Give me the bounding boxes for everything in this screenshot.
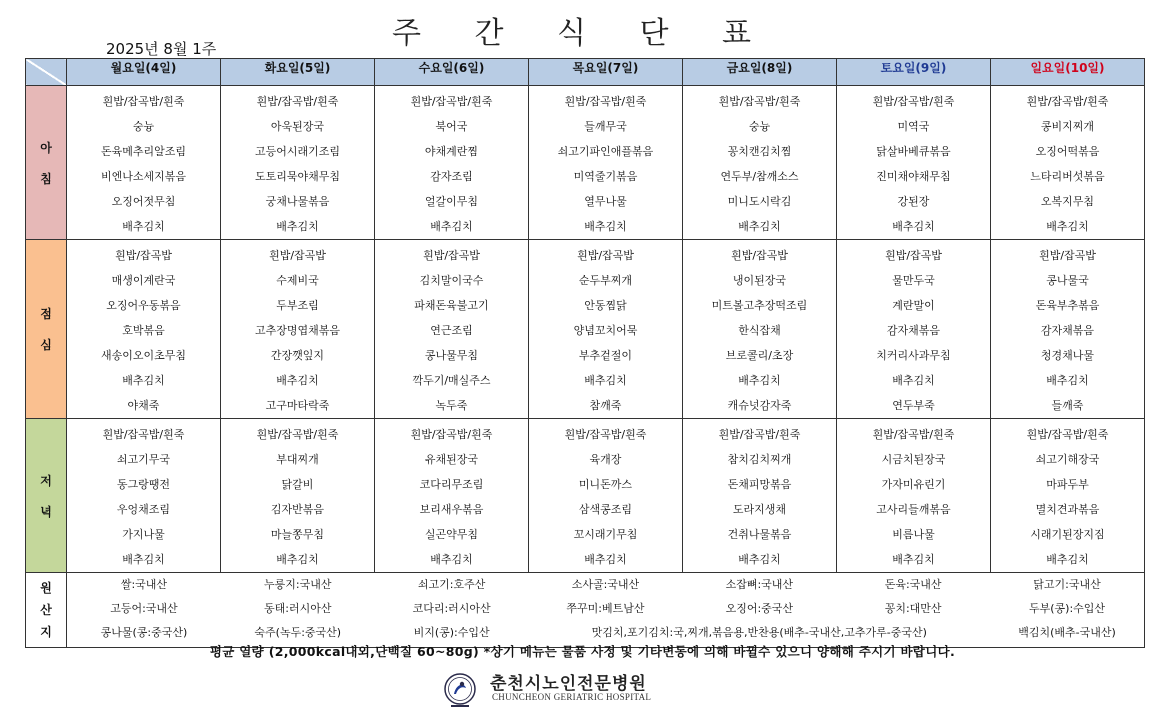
lunch-cell [529,240,683,419]
menu-item: 실곤약무침 [424,528,479,541]
origin-item-kimchi: 맛김치,포기김치:국,찌개,볶음용,반찬용(배추-국내산,고추가루-중국산) [591,626,927,639]
origin-grid [67,573,1144,645]
menu-item: 돈육부추볶음 [1035,299,1100,312]
menu-item: 흰밥/잡곡밥/흰죽 [256,95,339,108]
menu-item: 콩나물국 [1046,274,1089,287]
menu-item: 캐슈넛감자죽 [727,399,792,412]
hospital-name: 춘천시노인전문병원 [490,674,647,694]
menu-item: 도토리묵야채무침 [254,170,340,183]
origin-item: 고등어:국내산 [110,602,178,615]
menu-item: 흰밥/잡곡밥 [731,249,788,262]
origin-item: 쭈꾸미:베트남산 [566,602,645,615]
origin-content [67,573,1145,648]
origin-label-char: 산 [40,603,52,617]
origin-item: 숙주(녹두:중국산) [254,626,342,639]
day-header-saturday: 토요일(9일) [837,59,991,86]
breakfast-cell [221,86,375,240]
menu-item: 배추김치 [1046,374,1089,387]
menu-item: 흰밥/잡곡밥 [115,249,172,262]
dinner-cell [529,419,683,573]
menu-item: 감자채볶음 [886,324,941,337]
menu-item: 수제비국 [276,274,319,287]
breakfast-cell [67,86,221,240]
origin-row-2 [67,597,1144,621]
origin-item: 닭고기:국내산 [1033,578,1101,591]
menu-item: 숭늉 [132,120,155,133]
meal-label-char: 녁 [40,504,52,519]
menu-item: 마늘쫑무침 [270,528,325,541]
menu-item: 들깨무국 [584,120,627,133]
menu-item: 배추김치 [738,374,781,387]
menu-item: 삼색콩조림 [578,503,633,516]
origin-item: 동태:러시아산 [264,602,332,615]
menu-item: 콩비지찌개 [1040,120,1095,133]
menu-item: 강된장 [897,195,930,208]
menu-list [375,86,528,239]
origin-item: 소사골:국내산 [571,578,640,591]
menu-list [837,240,990,418]
origin-row [26,573,1145,648]
breakfast-cell [991,86,1145,240]
menu-item: 코다리무조림 [419,478,484,491]
menu-item: 참치김치찌개 [727,453,792,466]
menu-item: 유채된장국 [424,453,479,466]
menu-item: 배추김치 [122,553,165,566]
dinner-label [26,419,67,573]
menu-item: 안동찜닭 [584,299,627,312]
meal-label-char: 점 [40,307,52,321]
menu-item: 돈채피망볶음 [727,478,792,491]
menu-item: 흰밥/잡곡밥 [423,249,480,262]
menu-item: 숭늉 [748,120,771,133]
menu-item: 두부조림 [276,299,319,312]
day-header: 월요일(4일) [67,59,221,86]
menu-item: 간장깻잎지 [270,349,325,362]
lunch-row [26,240,1145,419]
menu-item: 연두부/참깨소스 [720,170,799,183]
header-row [26,59,1145,86]
lunch-cell [375,240,529,419]
menu-item: 흰밥/잡곡밥/흰죽 [564,428,647,441]
menu-item: 진미채야채무침 [876,170,951,183]
origin-item: 코다리:러시아산 [412,602,491,615]
dinner-cell [991,419,1145,573]
menu-list [683,86,836,239]
menu-item: 감자채볶음 [1040,324,1095,337]
menu-item: 고등어시래기조림 [254,145,340,158]
origin-item: 콩나물(콩:중국산) [100,626,188,639]
menu-item: 양념꼬치어묵 [573,324,638,337]
menu-list [375,240,528,418]
menu-item: 미트볼고추장떡조림 [711,299,808,312]
menu-item: 흰밥/잡곡밥 [577,249,634,262]
menu-item: 고추장명엽채볶음 [254,324,340,337]
menu-item: 배추김치 [892,553,935,566]
menu-item: 매생이계란국 [111,274,176,287]
menu-item: 느타리버섯볶음 [1030,170,1105,183]
menu-list [221,240,374,418]
meal-label-char: 저 [40,473,52,488]
menu-list [991,240,1144,418]
menu-item: 흰밥/잡곡밥/흰죽 [410,428,493,441]
breakfast-label [26,86,67,240]
menu-item: 배추김치 [1046,220,1089,233]
menu-list [221,86,374,239]
menu-item: 미니도시락김 [727,195,792,208]
lunch-cell [221,240,375,419]
dinner-cell [375,419,529,573]
lunch-cell [991,240,1145,419]
meal-label-char: 아 [40,140,52,155]
menu-item: 감자조림 [430,170,473,183]
menu-item: 비름나물 [892,528,935,541]
menu-item: 쇠고기파인애플볶음 [557,145,654,158]
lunch-label [26,240,67,419]
menu-item: 청경채나물 [1040,349,1095,362]
menu-item: 흰밥/잡곡밥/흰죽 [564,95,647,108]
menu-item: 부추겉절이 [578,349,633,362]
lunch-cell [837,240,991,419]
dinner-cell [67,419,221,573]
menu-item: 녹두죽 [435,399,468,412]
origin-item: 오징어:중국산 [725,602,794,615]
menu-list [991,419,1144,572]
lunch-cell [683,240,837,419]
menu-item: 가자미유린기 [881,478,946,491]
menu-item: 한식잡채 [738,324,781,337]
menu-list [837,86,990,239]
menu-item: 야채죽 [127,399,160,412]
hospital-english-name: CHUNCHEON GERIATRIC HOSPITAL [492,692,652,702]
dinner-cell [837,419,991,573]
menu-item: 미니돈까스 [578,478,633,491]
meal-label-char: 심 [40,338,52,352]
menu-item: 흰밥/잡곡밥/흰죽 [872,95,955,108]
menu-item: 호박볶음 [122,324,165,337]
breakfast-row [26,86,1145,240]
day-header: 수요일(6일) [375,59,529,86]
menu-list [529,86,682,239]
menu-item: 꼬시래기무침 [573,528,638,541]
dinner-row [26,419,1145,573]
menu-item: 브로콜리/초장 [725,349,794,362]
menu-item: 부대찌개 [276,453,319,466]
menu-item: 배추김치 [1046,553,1089,566]
breakfast-cell [683,86,837,240]
menu-item: 보리새우볶음 [419,503,484,516]
menu-item: 흰밥/잡곡밥 [885,249,942,262]
menu-item: 멸치견과볶음 [1035,503,1100,516]
menu-item: 흰밥/잡곡밥 [269,249,326,262]
breakfast-cell [837,86,991,240]
origin-item: 돈육:국내산 [884,578,942,591]
menu-item: 꽁치캔김치찜 [727,145,792,158]
menu-list [683,419,836,572]
menu-item: 마파두부 [1046,478,1089,491]
menu-item: 배추김치 [430,220,473,233]
origin-item: 두부(콩):수입산 [1029,602,1106,615]
menu-item: 깍두기/매실주스 [412,374,491,387]
menu-list [837,419,990,572]
menu-item: 육개장 [589,453,622,466]
menu-item: 비엔나소세지볶음 [100,170,186,183]
menu-item: 배추김치 [122,220,165,233]
menu-item: 흰밥/잡곡밥/흰죽 [718,428,801,441]
origin-item: 누룽지:국내산 [264,578,332,591]
menu-item: 흰밥/잡곡밥/흰죽 [410,95,493,108]
menu-item: 쇠고기해장국 [1035,453,1100,466]
meal-label-char: 침 [40,171,52,186]
menu-item: 닭살바베큐볶음 [876,145,951,158]
menu-item: 오복지무침 [1040,195,1095,208]
menu-item: 미역줄기볶음 [573,170,638,183]
menu-item: 미역국 [897,120,930,133]
menu-item: 배추김치 [584,374,627,387]
menu-item: 김치말이국수 [419,274,484,287]
hospital-emblem-icon [440,670,480,710]
hospital-logo [440,668,740,708]
menu-item: 참깨죽 [589,399,622,412]
menu-item: 흰밥/잡곡밥 [1039,249,1096,262]
menu-list [67,419,220,572]
day-header: 금요일(8일) [683,59,837,86]
menu-item: 배추김치 [584,553,627,566]
origin-label [26,573,67,648]
dinner-cell [683,419,837,573]
menu-item: 오징어젓무침 [111,195,176,208]
breakfast-cell [375,86,529,240]
menu-item: 배추김치 [276,553,319,566]
week-label: 2025년 8월 1주 [106,40,217,58]
menu-list [67,86,220,239]
menu-item: 배추김치 [892,220,935,233]
menu-item: 시래기된장지짐 [1030,528,1105,541]
origin-item: 쌀:국내산 [120,578,168,591]
menu-item: 새송이오이초무침 [100,349,186,362]
menu-item: 돈육메추리알조림 [100,145,186,158]
menu-item: 북어국 [435,120,468,133]
corner-cell [26,59,67,86]
menu-item: 흰밥/잡곡밥/흰죽 [102,428,185,441]
origin-row-1 [67,573,1144,597]
lunch-cell [67,240,221,419]
menu-list [529,419,682,572]
weekly-menu-table [25,58,1145,648]
menu-item: 고구마타락죽 [265,399,330,412]
origin-item: 소잡뼈:국내산 [725,578,794,591]
menu-item: 동그랑땡전 [116,478,171,491]
menu-item: 흰밥/잡곡밥/흰죽 [872,428,955,441]
menu-item: 흰밥/잡곡밥/흰죽 [102,95,185,108]
dinner-cell [221,419,375,573]
menu-item: 배추김치 [122,374,165,387]
menu-item: 파채돈육불고기 [414,299,489,312]
menu-item: 콩나물무침 [424,349,479,362]
menu-list [375,419,528,572]
menu-item: 배추김치 [584,220,627,233]
page-title: 주 간 식 단 표 [391,16,774,51]
menu-item: 배추김치 [276,374,319,387]
menu-list [683,240,836,418]
menu-item: 순두부찌개 [578,274,633,287]
menu-item: 오징어떡볶음 [1035,145,1100,158]
menu-item: 물만두국 [892,274,935,287]
day-header: 화요일(5일) [221,59,375,86]
menu-item: 건취나물볶음 [727,528,792,541]
menu-list [529,240,682,418]
menu-item: 배추김치 [276,220,319,233]
menu-list [221,419,374,572]
footnote: 평균 열량 (2,000kcal내외,단백질 60~80g) *상기 메뉴는 물품 사정 및 기타변동에 의해 바뀔수 있으니 양해해 주시기 바랍니다. [209,644,956,659]
origin-label-char: 원 [40,581,52,595]
menu-item: 가지나물 [122,528,165,541]
menu-item: 우엉채조림 [116,503,171,516]
menu-item: 얼갈이무침 [424,195,479,208]
menu-item: 치커리사과무침 [876,349,951,362]
menu-item: 쇠고기무국 [116,453,171,466]
day-header: 목요일(7일) [529,59,683,86]
menu-item: 연두부죽 [892,399,935,412]
menu-item: 야채계란찜 [424,145,479,158]
menu-item: 오징어우동볶음 [106,299,181,312]
breakfast-cell [529,86,683,240]
origin-item: 쇠고기:호주산 [417,578,486,591]
menu-item: 김자반볶음 [270,503,325,516]
menu-item: 흰밥/잡곡밥/흰죽 [1026,95,1109,108]
menu-item: 배추김치 [430,553,473,566]
menu-item: 배추김치 [892,374,935,387]
menu-item: 열무나물 [584,195,627,208]
menu-item: 도라지생채 [732,503,787,516]
menu-item: 흰밥/잡곡밥/흰죽 [256,428,339,441]
origin-item: 백김치(배추-국내산) [1018,626,1116,639]
menu-item: 시금치된장국 [881,453,946,466]
menu-item: 연근조림 [430,324,473,337]
menu-item: 닭갈비 [281,478,314,491]
menu-item: 흰밥/잡곡밥/흰죽 [1026,428,1109,441]
menu-item: 들깨죽 [1051,399,1084,412]
menu-item: 고사리들깨볶음 [876,503,951,516]
menu-item: 아욱된장국 [270,120,325,133]
menu-item: 계란말이 [892,299,935,312]
menu-item: 흰밥/잡곡밥/흰죽 [718,95,801,108]
menu-item: 냉이된장국 [732,274,787,287]
menu-item: 궁채나물볶음 [265,195,330,208]
origin-item: 비지(콩):수입산 [413,626,490,639]
origin-label-char: 지 [40,625,52,639]
menu-item: 배추김치 [738,220,781,233]
menu-item: 배추김치 [738,553,781,566]
origin-item: 꽁치:대만산 [884,602,942,615]
menu-list [991,86,1144,239]
day-header-sunday: 일요일(10일) [991,59,1145,86]
menu-list [67,240,220,418]
